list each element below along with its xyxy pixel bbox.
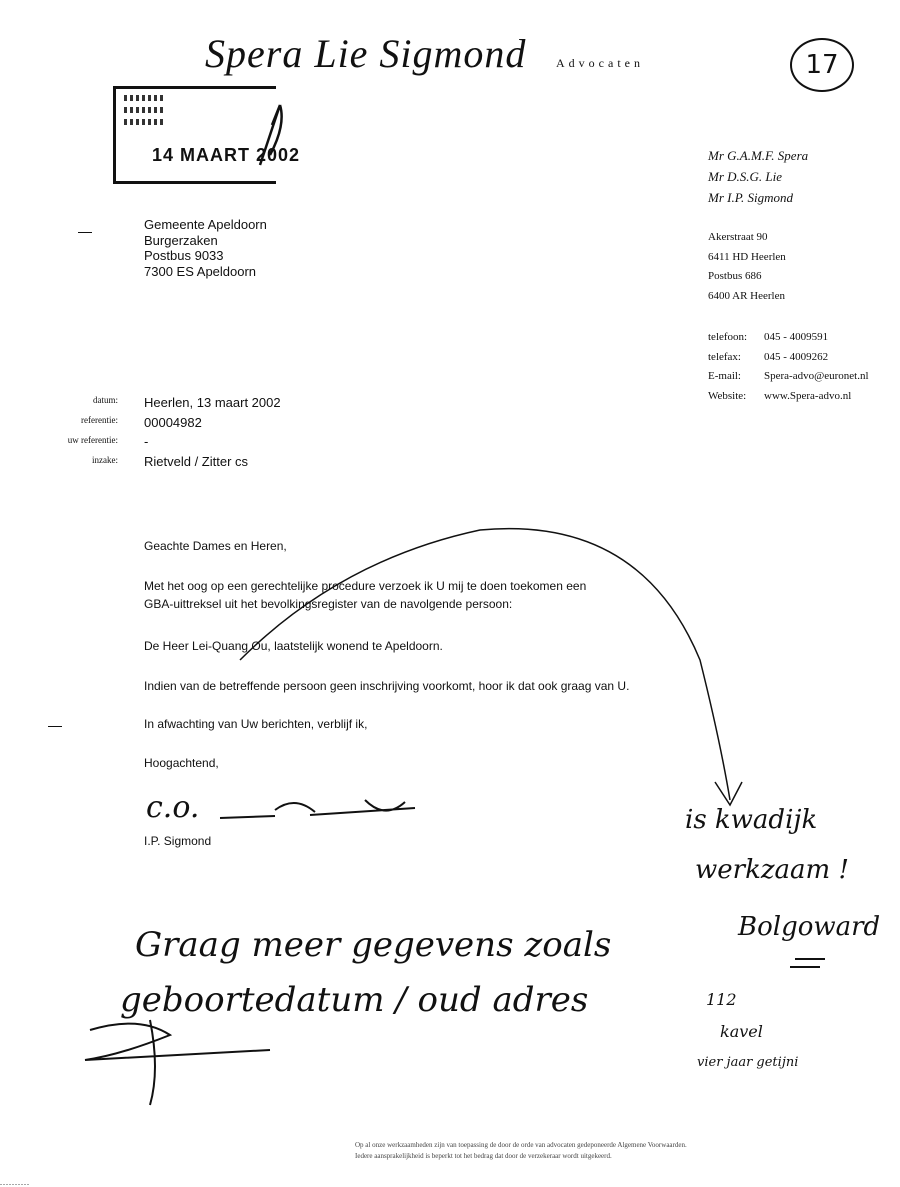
- email-row: [708, 367, 869, 387]
- handwritten-initials: [80, 1010, 280, 1110]
- stamp-handwritten-mark: [250, 95, 290, 175]
- partner-name: Mr I.P. Sigmond: [708, 190, 793, 205]
- fax-row: [708, 348, 869, 368]
- paragraph-2: Indien van de betreffende persoon geen inschrijving voorkomt, hoor ik dat ook graag van U.: [144, 679, 630, 693]
- address-line: Postbus 686: [708, 270, 762, 282]
- email-value: Spera-advo@euronet.nl: [764, 370, 869, 382]
- partner-name: Mr G.A.M.F. Spera: [708, 148, 809, 163]
- page-number: 17: [790, 38, 854, 92]
- bottom-dots: ..........: [0, 1178, 30, 1187]
- recipient-address: [144, 217, 267, 279]
- underline-mark: [790, 966, 820, 968]
- ref-label-your-reference: uw referentie:: [67, 435, 118, 445]
- website-label: Website:: [708, 389, 747, 402]
- recipient-line: Burgerzaken: [144, 232, 218, 248]
- address-line: 6400 AR Heerlen: [708, 289, 785, 302]
- fold-mark: [78, 232, 92, 233]
- partners-list: [708, 145, 808, 208]
- ref-value-subject: Rietveld / Zitter cs: [144, 453, 249, 469]
- person-line: De Heer Lei-Quang Ou, laatstelijk wonend te Apeldoorn.: [144, 639, 443, 653]
- partner-name: Mr D.S.G. Lie: [708, 169, 783, 184]
- greeting: Hoogachtend,: [144, 756, 219, 770]
- reference-labels: [60, 390, 118, 470]
- ref-label-date: datum:: [93, 395, 118, 405]
- underline-mark: [795, 958, 825, 960]
- handwritten-note: Graag meer gegevens zoals: [135, 925, 612, 965]
- stamp-date: 14 MAART 2002: [152, 145, 301, 165]
- signatory-name: I.P. Sigmond: [144, 834, 212, 848]
- phone-row: [708, 328, 869, 348]
- ref-value-your-reference: -: [144, 434, 149, 449]
- website-row: [708, 387, 869, 407]
- handwritten-note: Bolgoward: [738, 912, 881, 942]
- handwritten-note: is kwadijk: [685, 805, 818, 835]
- phone-value: 045 - 4009591: [764, 331, 829, 343]
- handwritten-arrow: [220, 520, 760, 820]
- ref-value-reference: 00004982: [144, 414, 202, 430]
- ref-label-reference: referentie:: [81, 415, 118, 425]
- recipient-line: 7300 ES Apeldoorn: [144, 263, 257, 279]
- ref-value-date: Heerlen, 13 maart 2002: [144, 395, 281, 410]
- handwritten-note: werkzaam !: [695, 855, 849, 885]
- paragraph-1-line-2: GBA-uittreksel uit het bevolkingsregister van de navolgende persoon:: [144, 597, 513, 611]
- fold-mark: [48, 726, 62, 727]
- reference-values: [144, 393, 281, 471]
- address-line: 6411 HD Heerlen: [708, 250, 786, 263]
- address-line: Akerstraat 90: [708, 231, 768, 243]
- phone-label: telefoon:: [708, 331, 748, 343]
- fax-label: telefax:: [708, 350, 741, 363]
- signature: c.o.: [146, 790, 200, 825]
- closing-line: In afwachting van Uw berichten, verblijf ik,: [144, 717, 368, 731]
- website-value: www.Spera-advo.nl: [764, 389, 852, 402]
- salutation: Geachte Dames en Heren,: [144, 539, 287, 553]
- fax-value: 045 - 4009262: [764, 350, 829, 363]
- handwritten-note: kavel: [720, 1022, 763, 1041]
- handwritten-note: vier jaar getijni: [697, 1055, 799, 1070]
- firm-name: Spera Lie Sigmond: [205, 31, 527, 76]
- handwritten-note: 112: [706, 990, 737, 1009]
- paragraph-1-line-1: Met het oog op een gerechtelijke procedure verzoek ik U mij te doen toekomen een: [144, 579, 587, 593]
- firm-address: [708, 228, 786, 306]
- firm-subtitle: Advocaten: [556, 56, 644, 70]
- footer-line: Op al onze werkzaamheden zijn van toepassing de door de orde van advocaten gedeponeerde Algemene Voorwaarden.: [355, 1141, 687, 1149]
- firm-contact: [708, 328, 869, 406]
- handwritten-note: geboortedatum / oud adres: [120, 980, 589, 1020]
- email-label: E-mail:: [708, 370, 741, 382]
- footer-line: Iedere aansprakelijkheid is beperkt tot het bedrag dat door de verzekeraar wordt uitgekeerd.: [355, 1152, 612, 1160]
- recipient-line: Gemeente Apeldoorn: [144, 217, 267, 232]
- ref-label-subject: inzake:: [92, 455, 118, 465]
- recipient-line: Postbus 9033: [144, 248, 224, 263]
- footer-terms: [355, 1140, 765, 1162]
